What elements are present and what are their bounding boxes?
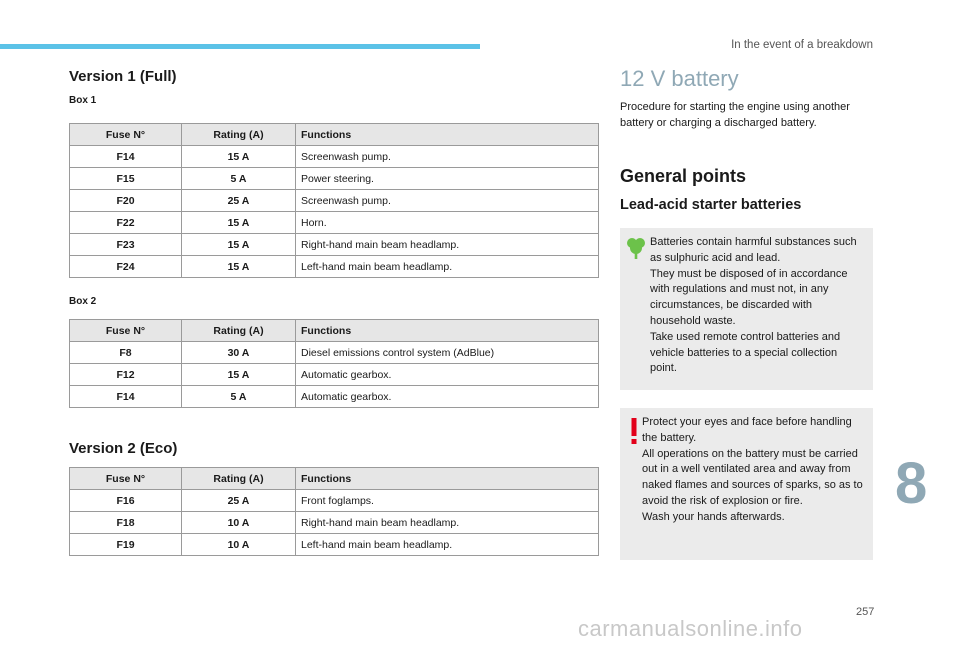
battery-title: 12 V battery: [620, 66, 739, 91]
fuse-rating: 30 A: [182, 342, 296, 364]
fuse-number: F20: [70, 190, 182, 212]
fuse-function: Horn.: [296, 212, 599, 234]
table-row: [70, 386, 599, 408]
fuse-number: F14: [70, 386, 182, 408]
fuse-function: Screenwash pump.: [296, 146, 599, 168]
fuse-number: F12: [70, 364, 182, 386]
column-header-fuse: Fuse N°: [70, 124, 182, 146]
column-header-fuse: Fuse N°: [70, 468, 182, 490]
column-header-fuse: Fuse N°: [70, 320, 182, 342]
fuse-function: Power steering.: [296, 168, 599, 190]
fuse-rating: 15 A: [182, 212, 296, 234]
fuse-rating: 15 A: [182, 146, 296, 168]
chapter-number: 8: [895, 451, 928, 516]
fuse-function: Diesel emissions control system (AdBlue): [296, 342, 599, 364]
fuse-number: F18: [70, 512, 182, 534]
fuse-number: F8: [70, 342, 182, 364]
table-header-row: [70, 320, 599, 342]
exclamation-warning-icon: [630, 418, 638, 444]
fuse-function: Left-hand main beam headlamp.: [296, 534, 599, 556]
fuse-number: F19: [70, 534, 182, 556]
table-row: [70, 190, 599, 212]
fuse-number: F15: [70, 168, 182, 190]
page-number: 257: [856, 606, 875, 618]
fuse-number: F23: [70, 234, 182, 256]
fuse-rating: 25 A: [182, 490, 296, 512]
fuse-function: Front foglamps.: [296, 490, 599, 512]
watermark: carmanualsonline.info: [578, 616, 803, 641]
table-row: [70, 490, 599, 512]
column-header-rating: Rating (A): [182, 468, 296, 490]
column-header-functions: Functions: [296, 124, 599, 146]
column-header-rating: Rating (A): [182, 124, 296, 146]
table-row: [70, 364, 599, 386]
column-header-functions: Functions: [296, 320, 599, 342]
box1-fuse-table: [69, 123, 599, 278]
fuse-number: F16: [70, 490, 182, 512]
box1-label: Box 1: [69, 95, 97, 106]
version2-fuse-table: [69, 467, 599, 556]
fuse-function: Automatic gearbox.: [296, 386, 599, 408]
environment-note: [620, 228, 873, 390]
fuse-function: Automatic gearbox.: [296, 364, 599, 386]
table-row: [70, 256, 599, 278]
general-points-heading: General points: [620, 166, 747, 186]
table-row: [70, 512, 599, 534]
fuse-rating: 10 A: [182, 512, 296, 534]
warning-note-text: Protect your eyes and face before handling the battery. All operations on the battery must be carried out in a well ventilated area and away from naked flames and sources of sparks, so as to avoid the risk of explosion or fire. Wash your hands afterwards.: [642, 416, 863, 523]
table-row: [70, 234, 599, 256]
fuse-number: F14: [70, 146, 182, 168]
fuse-function: Left-hand main beam headlamp.: [296, 256, 599, 278]
table-row: [70, 342, 599, 364]
top-accent-bar: [0, 44, 480, 49]
table-header-row: [70, 124, 599, 146]
column-header-functions: Functions: [296, 468, 599, 490]
table-row: [70, 168, 599, 190]
warning-note: [620, 408, 873, 560]
table-header-row: [70, 468, 599, 490]
table-row: [70, 212, 599, 234]
fuse-rating: 10 A: [182, 534, 296, 556]
table-row: [70, 146, 599, 168]
section-header: In the event of a breakdown: [731, 39, 873, 51]
fuse-rating: 15 A: [182, 234, 296, 256]
fuse-rating: 5 A: [182, 386, 296, 408]
fuse-function: Right-hand main beam headlamp.: [296, 234, 599, 256]
column-header-rating: Rating (A): [182, 320, 296, 342]
environment-note-text: Batteries contain harmful substances such as sulphuric acid and lead. They must be disposed of in accordance with regulations and must not, in any circumstances, be discarded with household waste. Take used remote control batteries and vehicle batteries to a special collection point.: [650, 236, 857, 375]
version2-title: Version 2 (Eco): [69, 440, 178, 457]
battery-intro: Procedure for starting the engine using another battery or charging a discharged battery.: [620, 101, 850, 129]
fuse-rating: 5 A: [182, 168, 296, 190]
fuse-number: F22: [70, 212, 182, 234]
environment-tree-icon: [626, 236, 646, 260]
box2-fuse-table: [69, 319, 599, 408]
fuse-function: Screenwash pump.: [296, 190, 599, 212]
table-row: [70, 534, 599, 556]
box2-label: Box 2: [69, 296, 97, 307]
fuse-number: F24: [70, 256, 182, 278]
version1-title: Version 1 (Full): [69, 68, 177, 85]
lead-acid-heading: Lead-acid starter batteries: [620, 197, 802, 213]
fuse-rating: 15 A: [182, 256, 296, 278]
fuse-rating: 15 A: [182, 364, 296, 386]
fuse-function: Right-hand main beam headlamp.: [296, 512, 599, 534]
fuse-rating: 25 A: [182, 190, 296, 212]
